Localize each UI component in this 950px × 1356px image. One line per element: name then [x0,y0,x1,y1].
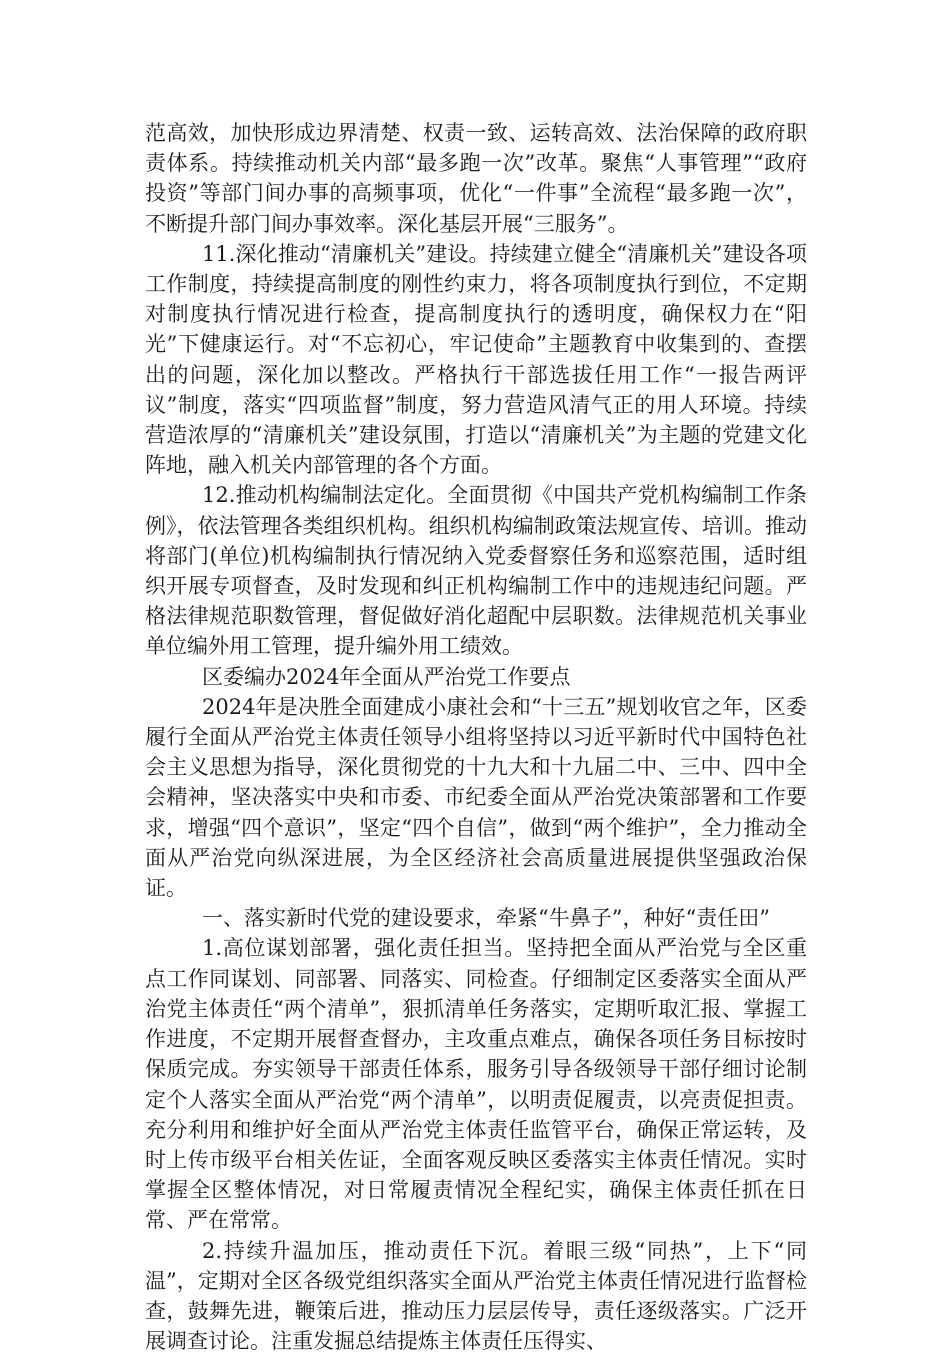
paragraph-item-2: 2.持续升温加压，推动责任下沉。着眼三级“同热”，上下“同温”，定期对全区各级党组织落实全面从严治党主体责任情况进行监督检查，鼓舞先进，鞭策后进，推动压力层层传导，责任逐级落实。广泛开展调查讨论。注重发掘总结提炼主体责任压得实、 [145,1238,807,1354]
paragraph-item-11: 11.深化推动“清廉机关”建设。持续建立健全“清廉机关”建设各项工作制度，持续提高制度的刚性约束力，将各项制度执行到位，不定期对制度执行情况进行检查，提高制度执行的透明度，确保权力在“阳光”下健康运行。对“不忘初心，牢记使命”主题教育中收集到的、查摆出的问题，深化加以整改。严格执行干部选拔任用工作“一报告两评议”制度，落实“四项监督”制度，努力营造风清气正的用人环境。持续营造浓厚的“清廉机关”建设氛围，打造以“清廉机关”为主题的党建文化阵地，融入机关内部管理的各个方面。 [145,241,807,478]
section-title: 区委编办2024年全面从严治党工作要点 [202,664,571,689]
paragraph-item-12: 12.推动机构编制法定化。全面贯彻《中国共产党机构编制工作条例》，依法管理各类组织机构。组织机构编制政策法规宣传、培训。推动将部门(单位)机构编制执行情况纳入党委督察任务和巡察范围，适时组织开展专项督查，及时发现和纠正机构编制工作中的违规违纪问题。严格法律规范职数管理，督促做好消化超配中层职数。法律规范机关事业单位编外用工管理，提升编外用工绩效。 [145,483,807,659]
section-heading-one: 一、落实新时代党的建设要求，牵紧“牛鼻子”，种好“责任田” [202,906,770,931]
document-page [145,118,807,1356]
paragraph-intro-continuation: 范高效，加快形成边界清楚、权责一致、运转高效、法治保障的政府职责体系。持续推动机关内部“最多跑一次”改革。聚焦“人事管理”“政府投资”等部门间办事的高频事项，优化“一件事”全流程“最多跑一次”，不断提升部门间办事效率。深化基层开展“三服务”。 [145,121,807,236]
paragraph-item-1: 1.高位谋划部署，强化责任担当。坚持把全面从严治党与全区重点工作同谋划、同部署、同落实、同检查。仔细制定区委落实全面从严治党主体责任“两个清单”，狠抓清单任务落实，定期听取汇报、掌握工作进度，不定期开展督查督办，主攻重点难点，确保各项任务目标按时保质完成。夯实领导干部责任体系，服务引导各级领导干部仔细讨论制定个人落实全面从严治党“两个清单”，以明责促履责，以亮责促担责。充分利用和维护好全面从严治党主体责任监管平台，确保正常运转，及时上传市级平台相关佐证，全面客观反映区委落实主体责任情况。实时掌握全区整体情况，对日常履责情况全程纪实，确保主体责任抓在日常、严在常常。 [145,936,807,1233]
paragraph-overview: 2024年是决胜全面建成小康社会和“十三五”规划收官之年，区委履行全面从严治党主体责任领导小组将坚持以习近平新时代中国特色社会主义思想为指导，深化贯彻党的十九大和十九届二中、三中、四中全会精神，坚决落实中央和市委、市纪委全面从严治党决策部署和工作要求，增强“四个意识”，坚定“四个自信”，做到“两个维护”，全力推动全面从严治党向纵深进展，为全区经济社会高质量进展提供坚强政治保证。 [145,694,807,901]
